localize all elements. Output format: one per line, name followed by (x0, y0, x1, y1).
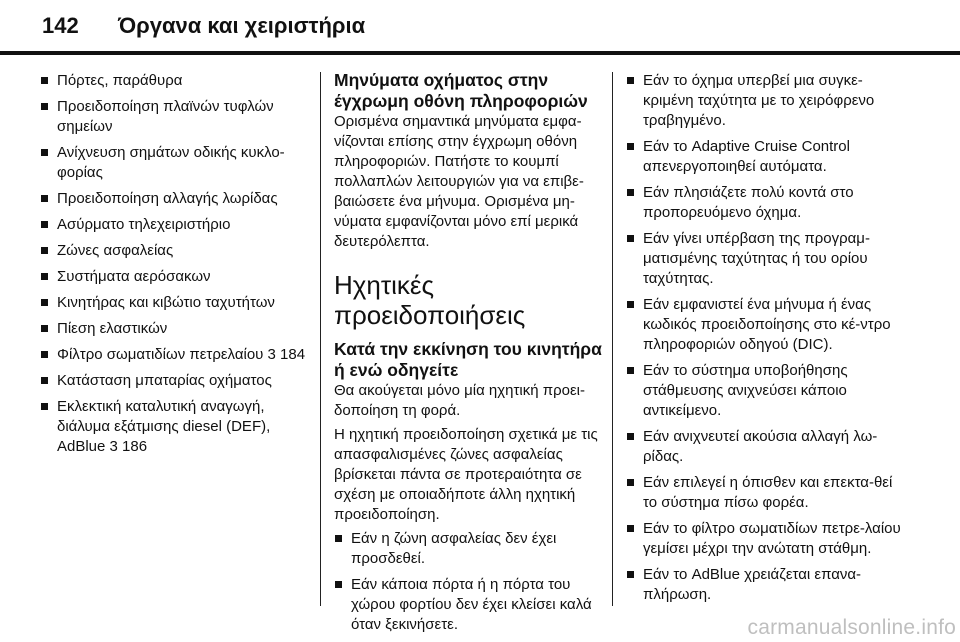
bullet-list-left (40, 71, 310, 457)
list-item: Εάν επιλεγεί η όπισθεν και επεκτα-θεί το σύστημα πίσω φορέα. (626, 473, 906, 513)
column-divider-right (612, 72, 613, 606)
header-rule (0, 51, 960, 55)
heading-audible-warnings: Ηχητικές προειδοποιήσεις (334, 270, 526, 330)
column-divider-left (320, 72, 321, 606)
column-left (40, 71, 310, 463)
list-item: Συστήματα αερόσακων (40, 267, 310, 287)
heading-engine-start: Κατά την εκκίνηση του κινητήρα ή ενώ οδηγείτε (334, 339, 602, 380)
list-item: Εάν κάποια πόρτα ή η πόρτα του χώρου φορτίου δεν έχει κλείσει καλά όταν ξεκινήσετε. (334, 575, 604, 635)
list-item: Προειδοποίηση πλαϊνών τυφλών σημείων (40, 97, 310, 137)
section-title: Όργανα και χειριστήρια (118, 13, 366, 38)
list-item: Εάν το όχημα υπερβεί μια συγκε-κριμένη ταχύτητα με το χειρόφρενο τραβηγμένο. (626, 71, 906, 131)
list-item: Ασύρματο τηλεχειριστήριο (40, 215, 310, 235)
bullet-list-right (626, 71, 906, 605)
list-item: Εάν το Adaptive Cruise Control απενεργοποιηθεί αυτόματα. (626, 137, 906, 177)
column-middle (334, 71, 604, 641)
page-header (0, 0, 960, 62)
list-item: Εάν εμφανιστεί ένα μήνυμα ή ένας κωδικός προειδοποίησης στο κέ-ντρο πληροφοριών οδηγού (DIC). (626, 295, 906, 355)
paragraph: Θα ακούγεται μόνο μία ηχητική προει-δοποίηση τη φορά. (334, 382, 585, 419)
bullet-list-middle (334, 529, 604, 635)
list-item: Εάν το AdBlue χρειάζεται επανα-πλήρωση. (626, 565, 906, 605)
list-item: Προειδοποίηση αλλαγής λωρίδας (40, 189, 310, 209)
list-item: Εκλεκτική καταλυτική αναγωγή, διάλυμα εξάτμισης diesel (DEF), AdBlue 3 186 (40, 397, 310, 457)
list-item: Εάν γίνει υπέρβαση της προγραμ-ματισμένης ταχύτητας ή του ορίου ταχύτητας. (626, 229, 906, 289)
list-item: Εάν το φίλτρο σωματιδίων πετρε-λαίου γεμίσει μέχρι την ανώτατη στάθμη. (626, 519, 906, 559)
paragraph: Ορισμένα σημαντικά μηνύματα εμφα-νίζονται επίσης στην έγχρωμη οθόνη πληροφοριών. Πατήστε το κουμπί πολλαπλών λειτουργιών για να επιβε-βαιώσετε ένα μήνυμα. Ορισμένα μη-νύματα εμφανίζονται μόνο επί μερικά δευτερόλεπτα. (334, 113, 584, 250)
list-item: Ζώνες ασφαλείας (40, 241, 310, 261)
list-item: Εάν το σύστημα υποβοήθησης στάθμευσης ανιχνεύσει κάποιο αντικείμενο. (626, 361, 906, 421)
list-item: Εάν η ζώνη ασφαλείας δεν έχει προσδεθεί. (334, 529, 604, 569)
column-right (626, 71, 906, 611)
list-item: Φίλτρο σωματιδίων πετρελαίου 3 184 (40, 345, 310, 365)
paragraph: Η ηχητική προειδοποίηση σχετικά με τις απασφαλισμένες ζώνες ασφαλείας βρίσκεται πάντα σε προτεραιότητα σε σχέση με οποιαδήποτε άλλη ηχητική προειδοποίηση. (334, 426, 598, 523)
list-item: Κατάσταση μπαταρίας οχήματος (40, 371, 310, 391)
heading-vehicle-messages: Μηνύματα οχήματος στην έγχρωμη οθόνη πληροφοριών (334, 70, 588, 111)
list-item: Κινητήρας και κιβώτιο ταχυτήτων (40, 293, 310, 313)
list-item: Πόρτες, παράθυρα (40, 71, 310, 91)
page-number: 142 (42, 13, 79, 38)
watermark: carmanualsonline.info (747, 616, 956, 639)
list-item: Εάν πλησιάζετε πολύ κοντά στο προπορευόμενο όχημα. (626, 183, 906, 223)
list-item: Εάν ανιχνευτεί ακούσια αλλαγή λω-ρίδας. (626, 427, 906, 467)
list-item: Πίεση ελαστικών (40, 319, 310, 339)
list-item: Ανίχνευση σημάτων οδικής κυκλο-φορίας (40, 143, 310, 183)
